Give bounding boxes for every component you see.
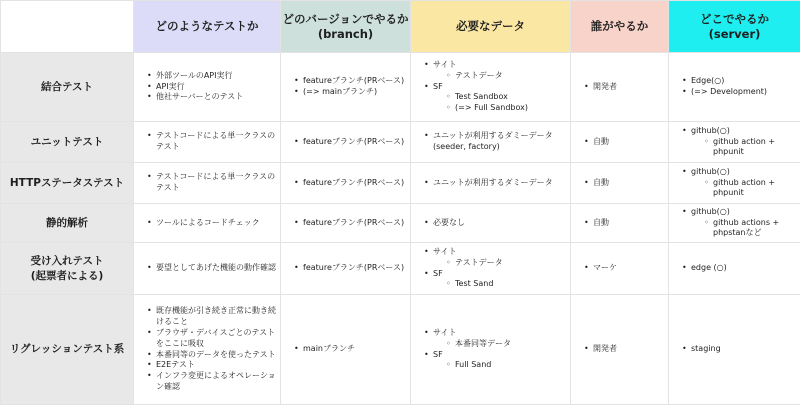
bullet-list [411, 328, 570, 371]
table-row [1, 53, 800, 122]
table-row [1, 122, 800, 163]
list-item-text: github(○) [691, 167, 730, 176]
list-item [691, 87, 796, 98]
list-item-text: github(○) [691, 126, 730, 135]
bullet-list [411, 247, 570, 290]
header-row [1, 1, 800, 53]
list-item [691, 76, 796, 87]
list-item [691, 207, 796, 239]
cell-who [571, 122, 669, 163]
sub-list-item: ◦ Test Sand [455, 279, 566, 290]
list-item-text: 必要なし [433, 218, 465, 227]
bullet-list [134, 131, 280, 153]
list-item-text: ユニットが利用するダミーデータ [433, 178, 553, 187]
list-item [156, 82, 276, 93]
cell-required-data [411, 243, 571, 295]
list-item-text: 既存機能が引き続き正常に動き続けること [156, 306, 276, 326]
list-item [433, 218, 566, 229]
cell-required-data [411, 204, 571, 243]
list-item [156, 92, 276, 103]
list-item [156, 131, 276, 153]
header-required-data: 必要なデータ [411, 1, 571, 53]
list-item-text: 他社サーバーとのテスト [156, 92, 243, 101]
list-item [593, 263, 664, 274]
bullet-list [669, 344, 800, 355]
bullet-list [281, 218, 410, 229]
bullet-list [571, 137, 668, 148]
bullet-list [571, 178, 668, 189]
list-item-text: 自動 [593, 137, 609, 146]
list-item [433, 269, 566, 291]
list-item [433, 247, 566, 269]
list-item [593, 218, 664, 229]
list-item [433, 131, 566, 153]
header-test-type: どのようなテストか [134, 1, 281, 53]
bullet-list [669, 263, 800, 274]
sub-list-item: ◦ github action + phpunit [713, 137, 796, 159]
list-item-text: E2Eテスト [156, 360, 195, 369]
cell-server [669, 243, 800, 295]
list-item [433, 178, 566, 189]
list-item-text: staging [691, 344, 721, 353]
row-title: 受け入れテスト (起票者による) [1, 243, 134, 295]
header-who: 誰がやるか [571, 1, 669, 53]
cell-test-type [134, 53, 281, 122]
list-item [156, 172, 276, 194]
sub-list-item: ◦ Full Sand [455, 360, 566, 371]
list-item [593, 344, 664, 355]
list-item [156, 263, 276, 274]
list-item [691, 263, 796, 274]
list-item [433, 350, 566, 372]
list-item [156, 360, 276, 371]
list-item-text: featureブランチ(PRベース) [303, 137, 404, 146]
bullet-list [281, 76, 410, 98]
bullet-list [281, 178, 410, 189]
cell-server [669, 122, 800, 163]
list-item-text: SF [433, 350, 443, 359]
cell-who [571, 53, 669, 122]
list-item [156, 218, 276, 229]
list-item [303, 87, 406, 98]
bullet-list [134, 306, 280, 392]
bullet-list [571, 82, 668, 93]
cell-branch [281, 122, 411, 163]
sub-list [691, 137, 796, 159]
cell-test-type [134, 204, 281, 243]
list-item-text: featureブランチ(PRベース) [303, 76, 404, 85]
cell-who [571, 163, 669, 204]
list-item-text: featureブランチ(PRベース) [303, 218, 404, 227]
cell-server [669, 163, 800, 204]
cell-required-data [411, 295, 571, 405]
bullet-list [134, 218, 280, 229]
header-server: どこでやるか (server) [669, 1, 800, 53]
cell-branch [281, 163, 411, 204]
bullet-list [669, 126, 800, 158]
bullet-list [571, 344, 668, 355]
list-item [303, 263, 406, 274]
sub-list [433, 360, 566, 371]
cell-who [571, 204, 669, 243]
bullet-list [571, 263, 668, 274]
cell-server [669, 295, 800, 405]
cell-branch [281, 295, 411, 405]
bullet-list [281, 263, 410, 274]
cell-required-data [411, 53, 571, 122]
list-item-text: mainブランチ [303, 344, 355, 353]
list-item-text: ツールによるコードチェック [156, 218, 260, 227]
list-item [433, 82, 566, 114]
sub-list-item: ◦ テストデータ [455, 71, 566, 82]
list-item [156, 71, 276, 82]
list-item [156, 306, 276, 328]
list-item-text: 自動 [593, 178, 609, 187]
sub-list [433, 339, 566, 350]
list-item [303, 137, 406, 148]
list-item-text: Edge(○) [691, 76, 724, 85]
list-item [303, 218, 406, 229]
cell-test-type [134, 243, 281, 295]
list-item-text: SF [433, 269, 443, 278]
sub-list-item: ◦ 本番同等データ [455, 339, 566, 350]
list-item-text: 開発者 [593, 82, 617, 91]
bullet-list [411, 60, 570, 114]
bullet-list [281, 344, 410, 355]
list-item-text: 自動 [593, 218, 609, 227]
bullet-list [571, 218, 668, 229]
sub-list-item: ◦ Test Sandbox [455, 92, 566, 103]
sub-list-item: ◦ github actions + phpstanなど [713, 218, 796, 240]
sub-list [433, 279, 566, 290]
list-item [156, 328, 276, 350]
list-item-text: 外部ツールのAPI実行 [156, 71, 233, 80]
list-item [303, 76, 406, 87]
row-title: 静的解析 [1, 204, 134, 243]
bullet-list [134, 71, 280, 103]
cell-branch [281, 204, 411, 243]
cell-server [669, 53, 800, 122]
list-item-text: インフラ変更によるオペレーション確認 [156, 371, 276, 391]
list-item-text: テストコードによる単一クラスのテスト [156, 172, 275, 192]
cell-test-type [134, 295, 281, 405]
list-item-text: featureブランチ(PRベース) [303, 178, 404, 187]
row-title: ユニットテスト [1, 122, 134, 163]
bullet-list [669, 167, 800, 199]
bullet-list [669, 76, 800, 98]
list-item [156, 371, 276, 393]
list-item [156, 350, 276, 361]
list-item [593, 137, 664, 148]
list-item-text: サイト [433, 247, 456, 256]
row-title: HTTPステータステスト [1, 163, 134, 204]
list-item-text: 本番同等のデータを使ったテスト [156, 350, 276, 359]
cell-test-type [134, 122, 281, 163]
cell-who [571, 295, 669, 405]
list-item [691, 126, 796, 158]
list-item [433, 60, 566, 82]
sub-list [433, 92, 566, 114]
header-corner [1, 1, 134, 53]
bullet-list [669, 207, 800, 239]
list-item-text: マーケ [593, 263, 617, 272]
sub-list-item: ◦ (=> Full Sandbox) [455, 103, 566, 114]
bullet-list [134, 263, 280, 274]
list-item-text: SF [433, 82, 443, 91]
list-item-text: サイト [433, 328, 456, 337]
sub-list [691, 178, 796, 200]
list-item-text: 要望としてあげた機能の動作確認 [156, 263, 276, 272]
list-item [303, 178, 406, 189]
list-item-text: (=> mainブランチ) [303, 87, 377, 96]
row-title: リグレッションテスト系 [1, 295, 134, 405]
list-item [303, 344, 406, 355]
table-row [1, 163, 800, 204]
list-item-text: サイト [433, 60, 456, 69]
list-item [433, 328, 566, 350]
cell-required-data [411, 122, 571, 163]
list-item-text: (=> Development) [691, 87, 767, 96]
cell-server [669, 204, 800, 243]
sub-list-item: ◦ テストデータ [455, 258, 566, 269]
list-item [691, 167, 796, 199]
list-item [593, 178, 664, 189]
list-item [593, 82, 664, 93]
list-item-text: edge (○) [691, 263, 727, 272]
list-item [691, 344, 796, 355]
list-item-text: github(○) [691, 207, 730, 216]
bullet-list [411, 178, 570, 189]
bullet-list [134, 172, 280, 194]
sub-list [433, 71, 566, 82]
list-item-text: 開発者 [593, 344, 617, 353]
table-row [1, 204, 800, 243]
table-row [1, 243, 800, 295]
bullet-list [411, 131, 570, 153]
sub-list [691, 218, 796, 240]
cell-test-type [134, 163, 281, 204]
list-item-text: ブラウザ・デバイスごとのテストをここに吸収 [156, 328, 275, 348]
list-item-text: featureブランチ(PRベース) [303, 263, 404, 272]
list-item-text: ユニットが利用するダミーデータ(seeder, factory) [433, 131, 553, 151]
cell-who [571, 243, 669, 295]
cell-required-data [411, 163, 571, 204]
sub-list-item: ◦ github action + phpunit [713, 178, 796, 200]
list-item-text: テストコードによる単一クラスのテスト [156, 131, 275, 151]
list-item-text: API実行 [156, 82, 185, 91]
table-row [1, 295, 800, 405]
cell-branch [281, 53, 411, 122]
cell-branch [281, 243, 411, 295]
bullet-list [411, 218, 570, 229]
bullet-list [281, 137, 410, 148]
sub-list [433, 258, 566, 269]
row-title: 結合テスト [1, 53, 134, 122]
header-branch: どのバージョンでやるか (branch) [281, 1, 411, 53]
